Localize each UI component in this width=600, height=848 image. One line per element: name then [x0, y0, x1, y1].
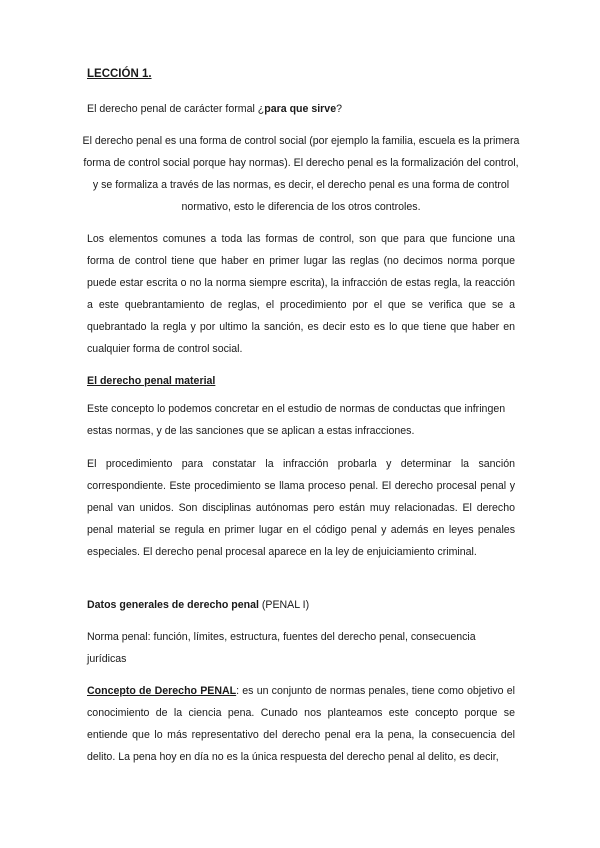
intro-paragraph: El derecho penal es una forma de control social (por ejemplo la familia, escuela es la primera forma de control social porque hay normas). El derecho penal es la formalización del control, y se formaliza a través de las normas, es decir, el derecho penal es una forma de control normativo, esto le diferencia de los otros controles. [82, 135, 520, 213]
material-heading: El derecho penal material [87, 375, 216, 387]
concept-paragraph: Este concepto lo podemos concretar en el estudio de normas de conductas que infringen estas normas, y de las sanciones que se aplican a estas infracciones. [87, 403, 506, 437]
datos-heading: Datos generales de derecho penal (PENAL I) [87, 599, 310, 611]
concepto-label: Concepto de Derecho PENAL [87, 685, 237, 697]
concepto-paragraph: Concepto de Derecho PENAL: es un conjunto de normas penales, tiene como objetivo el conocimiento de la ciencia pena. Cunado nos planteamos este concepto porque se entiende que lo más representativo del derecho penal era la pena, la consecuencia del delito. La pena hoy en día no es la única respuesta del derecho penal al delito, es decir, [87, 685, 515, 763]
procedure-paragraph: El procedimiento para constatar la infracción probarla y determinar la sanción correspondiente. Este procedimiento se llama proceso penal. El derecho procesal penal y penal van unidos. Son disciplinas autónomas pero están muy relacionadas. El derecho penal material se regula en primer lugar en el código penal y además en leyes penales especiales. El derecho penal procesal aparece en la ley de enjuiciamiento criminal. [87, 458, 515, 558]
norma-paragraph: Norma penal: función, límites, estructura, fuentes del derecho penal, consecuencia jurídicas [87, 631, 476, 665]
question-bold: para que sirve [264, 103, 337, 115]
lesson-title: LECCIÓN 1. [87, 68, 152, 80]
elements-paragraph: Los elementos comunes a toda las formas de control, son que para que funcione una forma de control tiene que haber en primer lugar las reglas (no decimos norma porque puede estar escrita o no la norma siempre escrita), la infracción de estas regla, la reacción a este quebrantamiento de reglas, el procedimiento por el que se verifica que se a quebrantado la regla y por ultimo la sanción, es decir esto es lo que tiene que haber en cualquier forma de control social. [87, 233, 515, 355]
question-line: El derecho penal de carácter formal ¿para que sirve? [87, 103, 342, 115]
